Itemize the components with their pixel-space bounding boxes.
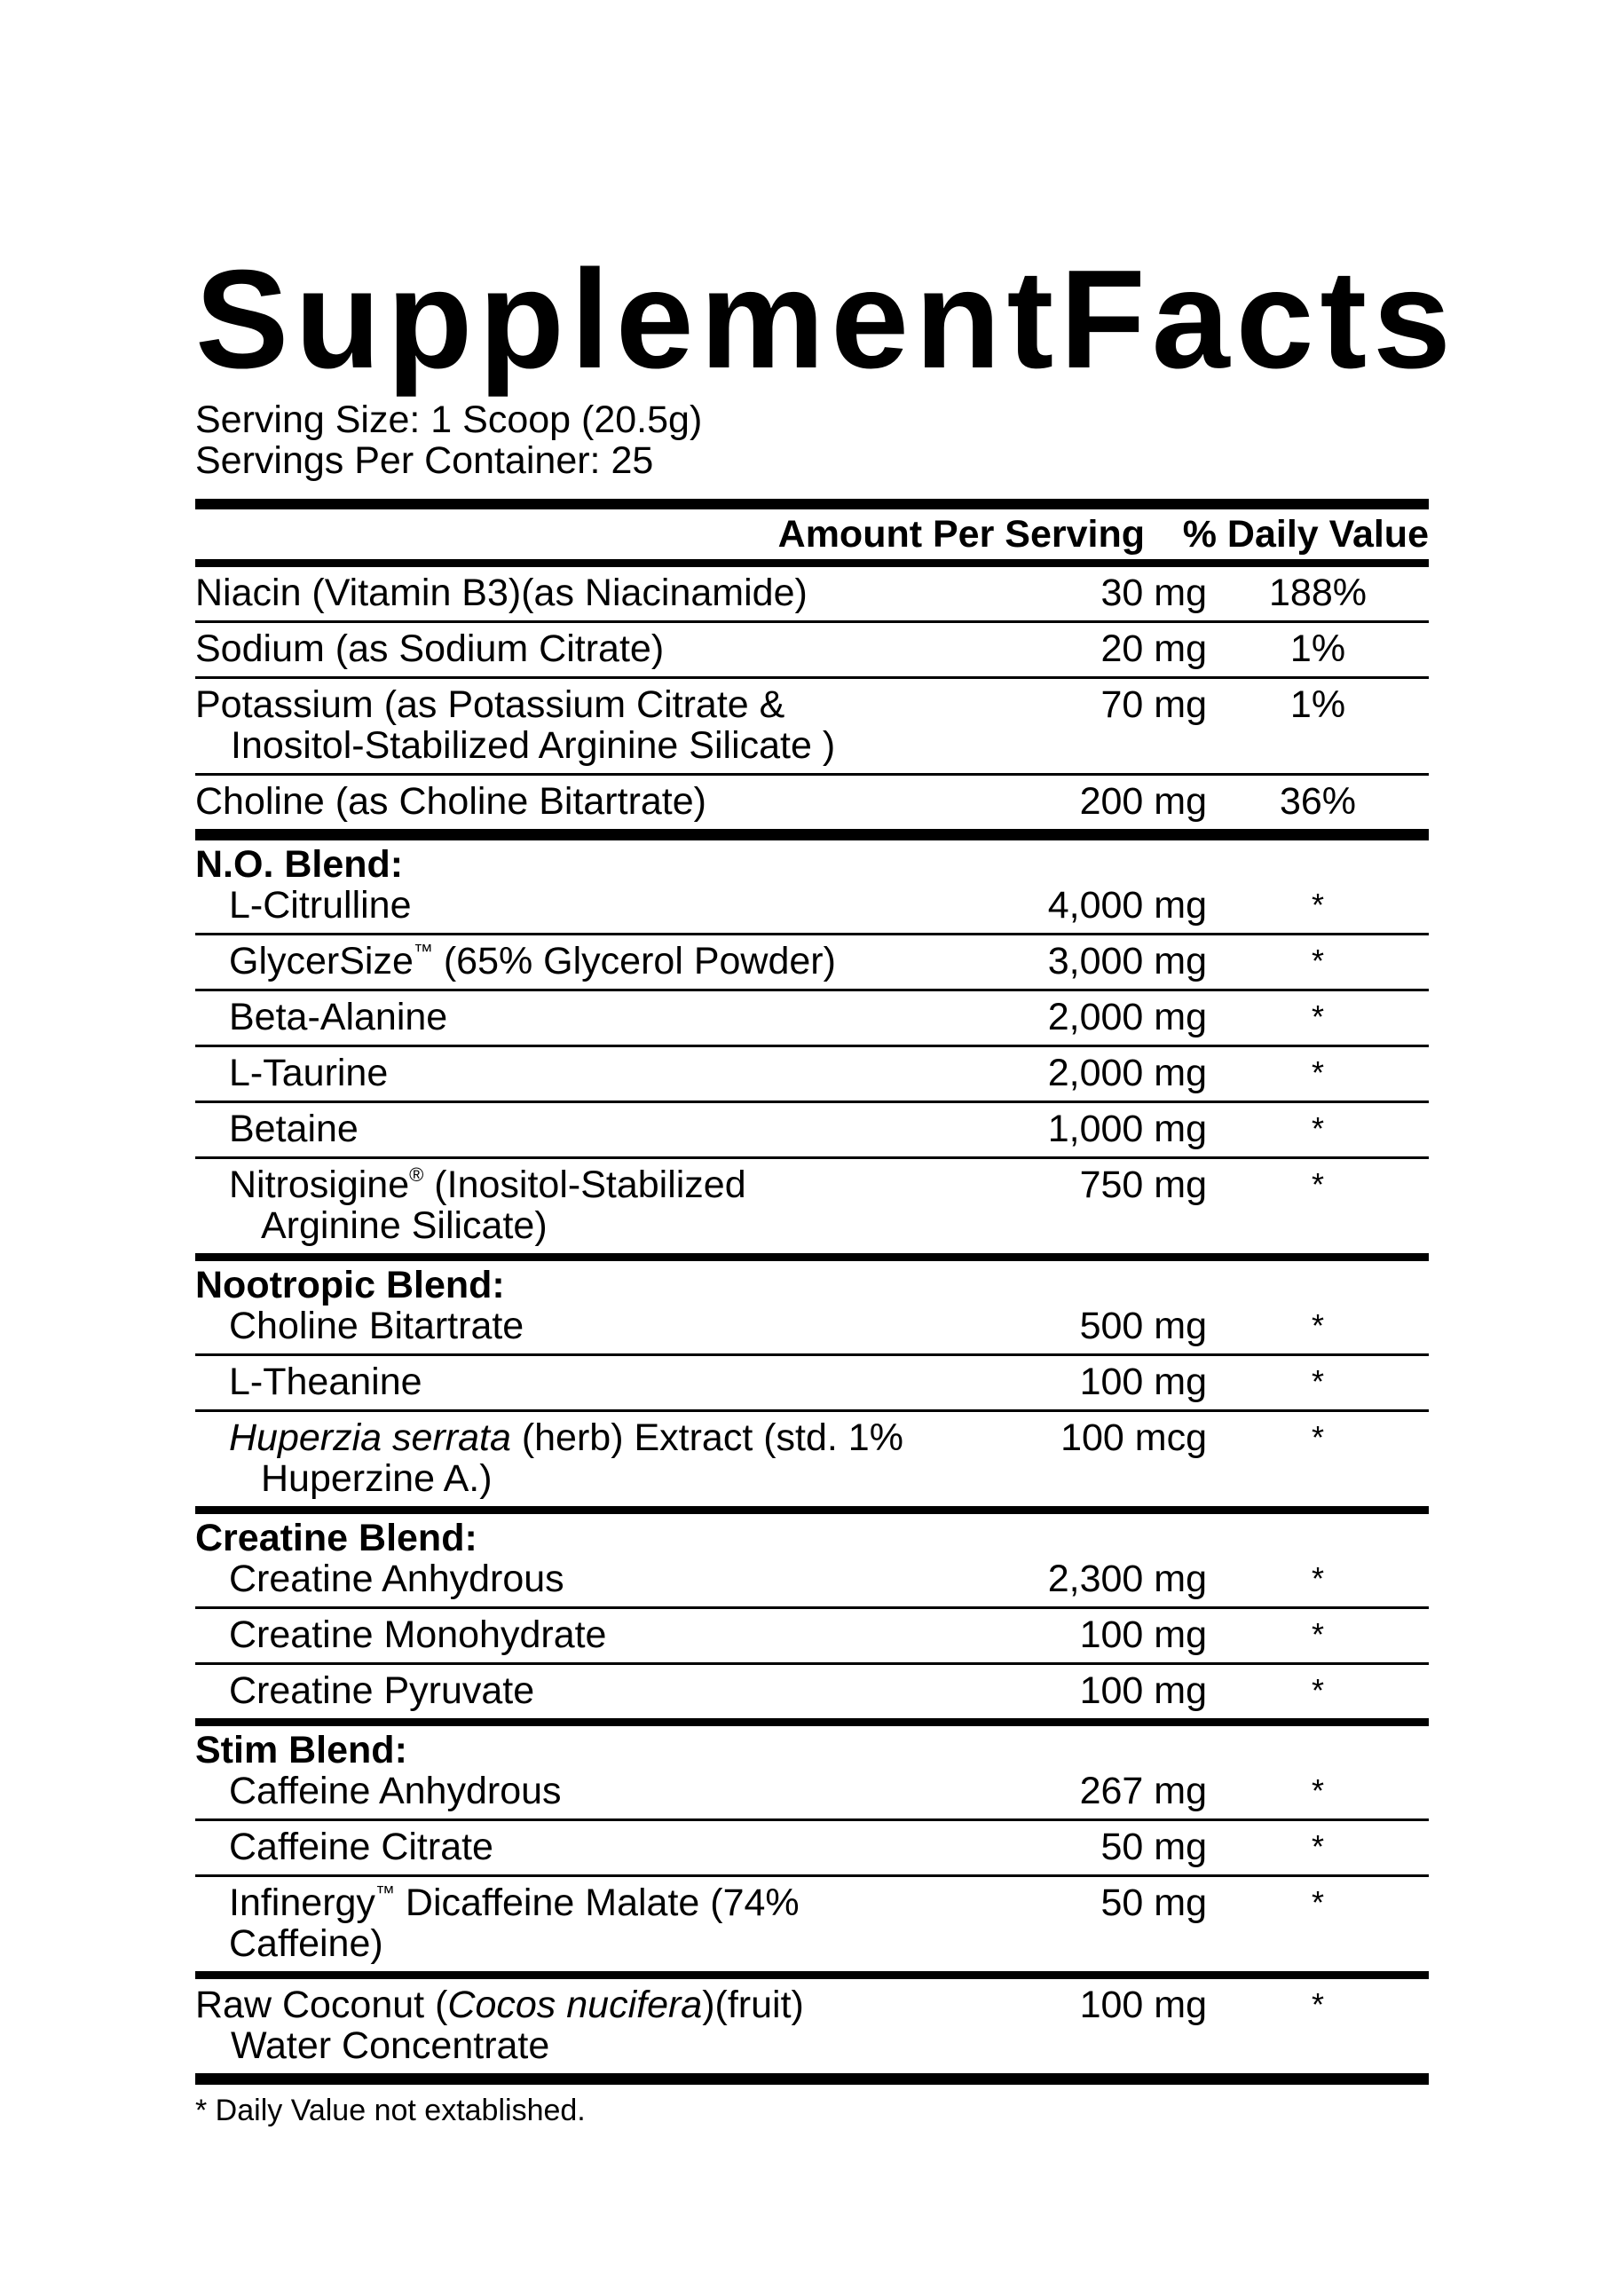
ingredient-row [195,1558,1429,1609]
ingredient-name-rest: (herb) Extract (std. 1% [510,1416,903,1459]
ingredient-name: L-Citrulline [229,884,412,927]
ingredient-name: L-Taurine [229,1052,389,1094]
ingredient-name-text: GlycerSize [229,940,414,982]
ingredient-name: Creatine Monohydrate [229,1613,607,1656]
ingredient-row [195,991,1429,1047]
ingredient-row [195,1609,1429,1665]
ingredient-daily-value: * [1311,1054,1324,1091]
header-amount: Amount Per Serving [777,512,1145,556]
ingredient-name: Betaine [229,1108,359,1150]
ingredient-amount: 2,000 mg [1047,1052,1207,1094]
ingredient-amount: 100 mg [1079,1613,1207,1656]
ingredient-amount: 750 mg [1079,1164,1207,1206]
no-blend-title: N.O. Blend: [195,843,404,886]
nutrient-daily-value: 1% [1289,683,1346,726]
ingredient-amount: 267 mg [1079,1770,1207,1812]
ingredient-name: Creatine Anhydrous [229,1558,564,1600]
ingredient-daily-value: * [1311,887,1324,923]
nutrient-amount: 70 mg [1100,683,1207,726]
ingredient-row [195,1771,1429,1821]
ingredient-row [195,1306,1429,1356]
nutrient-row-sodium [195,623,1429,679]
divider [195,1253,1429,1261]
ingredient-daily-value: * [1311,1616,1324,1653]
ingredient-name [195,1417,941,1499]
ingredient-daily-value: * [1311,1772,1324,1809]
serving-info [195,399,1429,481]
ingredient-name-text: Infinergy [229,1882,375,1924]
ingredient-name: Caffeine Citrate [229,1826,493,1868]
nutrient-amount: 30 mg [1100,572,1207,614]
divider [195,2073,1429,2085]
title-word-supplement: Supplement [195,241,1060,398]
ingredient-name: Beta-Alanine [229,996,448,1038]
ingredient-daily-value: * [1311,998,1324,1035]
nutrient-name: Choline (as Choline Bitartrate) [195,780,706,823]
ingredient-name: Creatine Pyruvate [229,1669,535,1712]
supplement-facts-panel [195,241,1457,2128]
ingredient-daily-value: * [1311,1363,1324,1400]
ingredient-row [195,1159,1429,1253]
ingredient-name-rest: Dicaffeine Malate (74% Caffeine) [229,1882,800,1965]
ingredient-daily-value: * [1311,1986,1324,2023]
registered-symbol: ® [409,1164,424,1186]
ingredient-amount: 500 mg [1079,1305,1207,1347]
ingredient-amount: 50 mg [1100,1826,1207,1868]
ingredient-name-text: Raw Coconut ( [195,1984,448,2026]
ingredient-row [195,885,1429,935]
ingredient-amount: 3,000 mg [1047,940,1207,982]
nutrient-daily-value: 36% [1279,780,1357,823]
ingredient-row [195,1047,1429,1103]
ingredient-name-line2: Arginine Silicate) [261,1204,548,1247]
nutrient-name: Sodium (as Sodium Citrate) [195,627,665,670]
ingredient-daily-value: * [1311,1884,1324,1921]
ingredient-row [195,935,1429,991]
ingredient-amount: 1,000 mg [1047,1108,1207,1150]
ingredient-row [195,1103,1429,1159]
divider [195,499,1429,509]
ingredient-name [195,1984,941,2066]
ingredient-name-rest: (65% Glycerol Powder) [432,940,836,982]
ingredient-daily-value: * [1311,1110,1324,1147]
ingredient-row-coconut [195,1979,1429,2073]
column-header [195,509,1429,559]
nutrient-daily-value: 1% [1289,627,1346,670]
ingredient-daily-value: * [1311,1307,1324,1344]
serving-size: Serving Size: 1 Scoop (20.5g) [195,398,703,441]
ingredient-name [195,1882,941,1964]
ingredient-amount: 100 mg [1079,1984,1207,2026]
stim-blend-title: Stim Blend: [195,1729,407,1771]
ingredient-amount: 100 mg [1079,1669,1207,1712]
creatine-blend-title: Creatine Blend: [195,1517,477,1559]
trademark-symbol: ™ [374,1882,395,1904]
header-daily-value: % Daily Value [1182,512,1429,556]
footnote: * Daily Value not extablished. [195,2094,586,2127]
ingredient-row [195,1665,1429,1718]
nutrient-amount: 200 mg [1079,780,1207,823]
ingredient-row [195,1821,1429,1877]
divider [195,1506,1429,1514]
ingredient-name [195,1164,941,1246]
ingredient-name-line2: Water Concentrate [231,2024,550,2067]
ingredient-amount: 50 mg [1100,1882,1207,1924]
ingredient-amount: 2,000 mg [1047,996,1207,1038]
ingredient-name [195,941,941,982]
ingredient-daily-value: * [1311,1166,1324,1203]
nutrient-name [195,684,941,766]
divider [195,1971,1429,1979]
ingredient-name-text: Nitrosigine [229,1164,410,1206]
nutrient-row-niacin [195,567,1429,623]
trademark-symbol: ™ [413,940,433,962]
ingredient-amount: 4,000 mg [1047,884,1207,927]
divider [195,829,1429,840]
ingredient-daily-value: * [1311,1672,1324,1708]
ingredient-row [195,1877,1429,1971]
ingredient-daily-value: * [1311,1828,1324,1865]
ingredient-name: Choline Bitartrate [229,1305,524,1347]
ingredient-row [195,1356,1429,1412]
ingredient-name: L-Theanine [229,1361,422,1403]
nutrient-name: Niacin (Vitamin B3)(as Niacinamide) [195,572,808,614]
nutrient-row-choline [195,776,1429,829]
ingredient-name-italic: Cocos nucifera [447,1984,703,2026]
nutrient-name-line1: Potassium (as Potassium Citrate & [195,683,785,726]
ingredient-row [195,1412,1429,1506]
nutrient-name-line2: Inositol-Stabilized Arginine Silicate ) [231,724,836,767]
nutrient-amount: 20 mg [1100,627,1207,670]
ingredient-daily-value: * [1311,1419,1324,1456]
ingredient-name-rest: (Inositol-Stabilized [423,1164,746,1206]
nutrient-daily-value: 188% [1269,572,1367,614]
ingredient-daily-value: * [1311,943,1324,979]
ingredient-name-rest: )(fruit) [702,1984,804,2026]
ingredient-name-italic: Huperzia serrata [229,1416,511,1459]
ingredient-amount: 2,300 mg [1047,1558,1207,1600]
divider [195,1718,1429,1726]
panel-title [195,241,1457,398]
title-word-facts: Facts [1060,241,1457,398]
servings-per-container: Servings Per Container: 25 [195,439,654,482]
ingredient-amount: 100 mg [1079,1361,1207,1403]
ingredient-name: Caffeine Anhydrous [229,1770,562,1812]
nootropic-blend-title: Nootropic Blend: [195,1264,505,1306]
ingredient-name-line2: Huperzine A.) [261,1457,493,1500]
ingredient-daily-value: * [1311,1560,1324,1597]
ingredient-amount: 100 mcg [1060,1416,1207,1459]
nutrient-row-potassium [195,679,1429,776]
divider [195,559,1429,567]
